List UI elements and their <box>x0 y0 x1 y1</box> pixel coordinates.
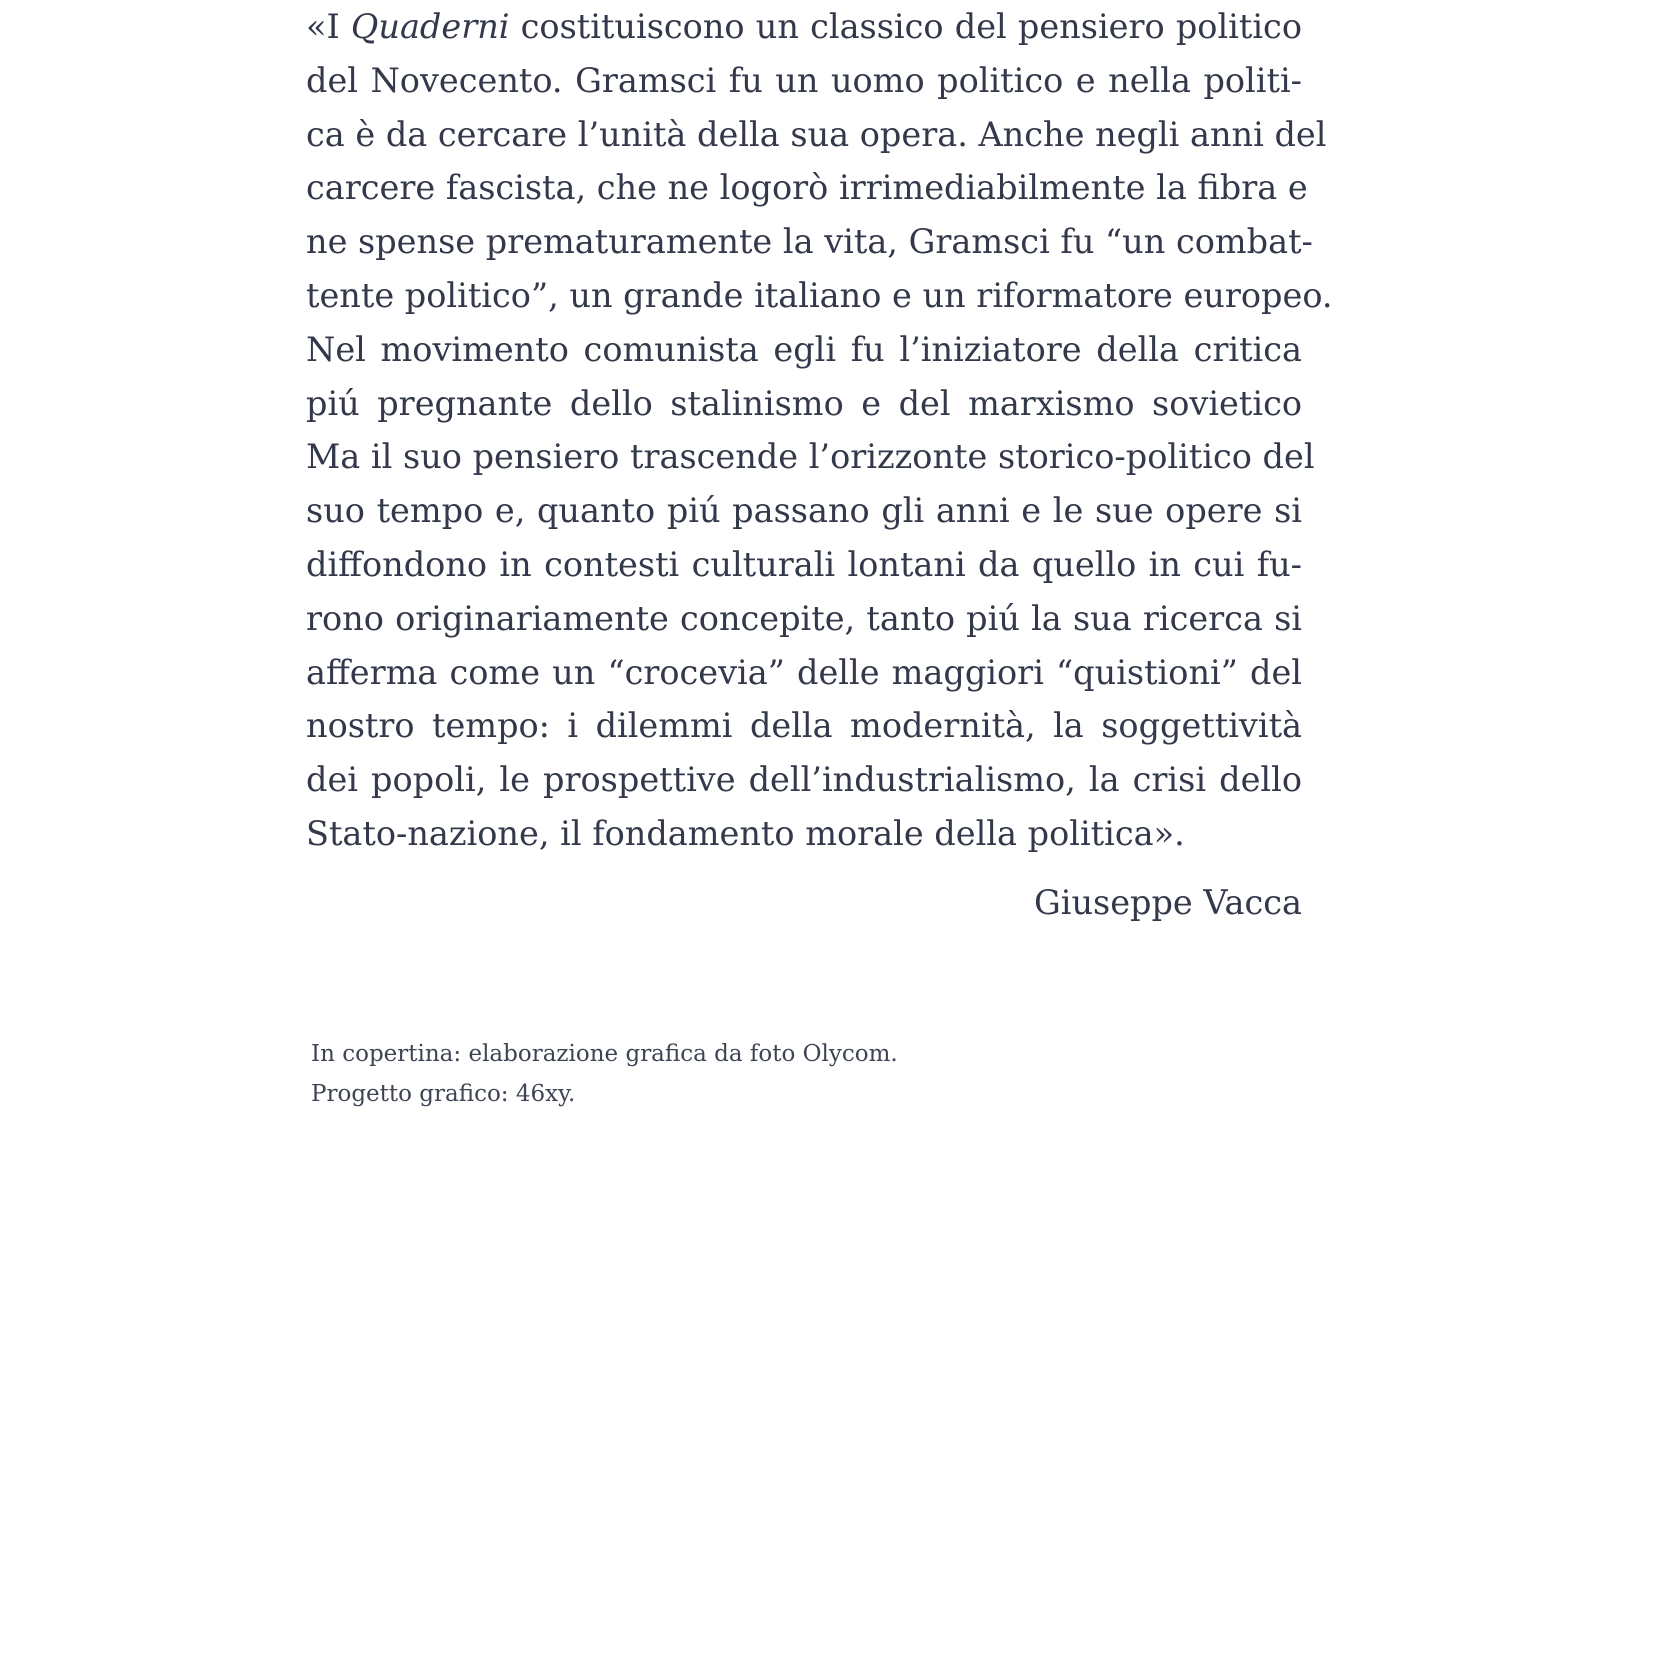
quote-line-16: Stato-nazione, il fondamento morale della politica». <box>306 813 1185 853</box>
quote-line-15: dei popoli, le prospettive dell’industrialismo, la crisi dello <box>306 760 1302 800</box>
quote-line-5: ne spense prematuramente la vita, Gramsci fu “un combat- <box>306 222 1313 262</box>
quote-line-7: Nel movimento comunista egli fu l’iniziatore della critica <box>306 329 1302 369</box>
quote-line-14: nostro tempo: i dilemmi della modernità, la soggettività <box>306 706 1302 746</box>
quote-line-3: ca è da cercare l’unità della sua opera. Anche negli anni del <box>306 114 1327 154</box>
quote-line-6: tente politico”, un grande italiano e un riformatore europeo. <box>306 275 1333 315</box>
quote-block <box>306 0 1333 861</box>
quote-line-13: afferma come un “crocevia” delle maggiori “quistioni” del <box>306 652 1302 692</box>
quote-line-1-pre: «I <box>306 7 351 46</box>
quote-line-1 <box>306 0 1302 54</box>
quote-line-1-post: costituiscono un classico del pensiero politico <box>509 7 1302 46</box>
quote-line-8: piú pregnante dello stalinismo e del marxismo sovietico <box>306 383 1302 423</box>
credits-block <box>311 1034 1111 1114</box>
quote-line-11: diffondono in contesti culturali lontani da quello in cui fu- <box>306 544 1302 584</box>
quote-line-12: rono originariamente concepite, tanto piú la sua ricerca si <box>306 598 1302 638</box>
quote-author: Giuseppe Vacca <box>1033 883 1302 922</box>
quote-line-4: carcere fascista, che ne logorò irrimediabilmente la fibra e <box>306 168 1308 208</box>
quote-line-9: Ma il suo pensiero trascende l’orizzonte storico-politico del <box>306 437 1315 477</box>
quote-line-2: del Novecento. Gramsci fu un uomo politico e nella politi- <box>306 60 1302 100</box>
cover-credit: In copertina: elaborazione grafica da foto Olycom. <box>311 1041 898 1067</box>
quote-line-10: suo tempo e, quanto piú passano gli anni e le sue opere si <box>306 491 1302 531</box>
quote-book-title: Quaderni <box>350 7 510 46</box>
design-credit: Progetto grafico: 46xy. <box>311 1081 576 1107</box>
